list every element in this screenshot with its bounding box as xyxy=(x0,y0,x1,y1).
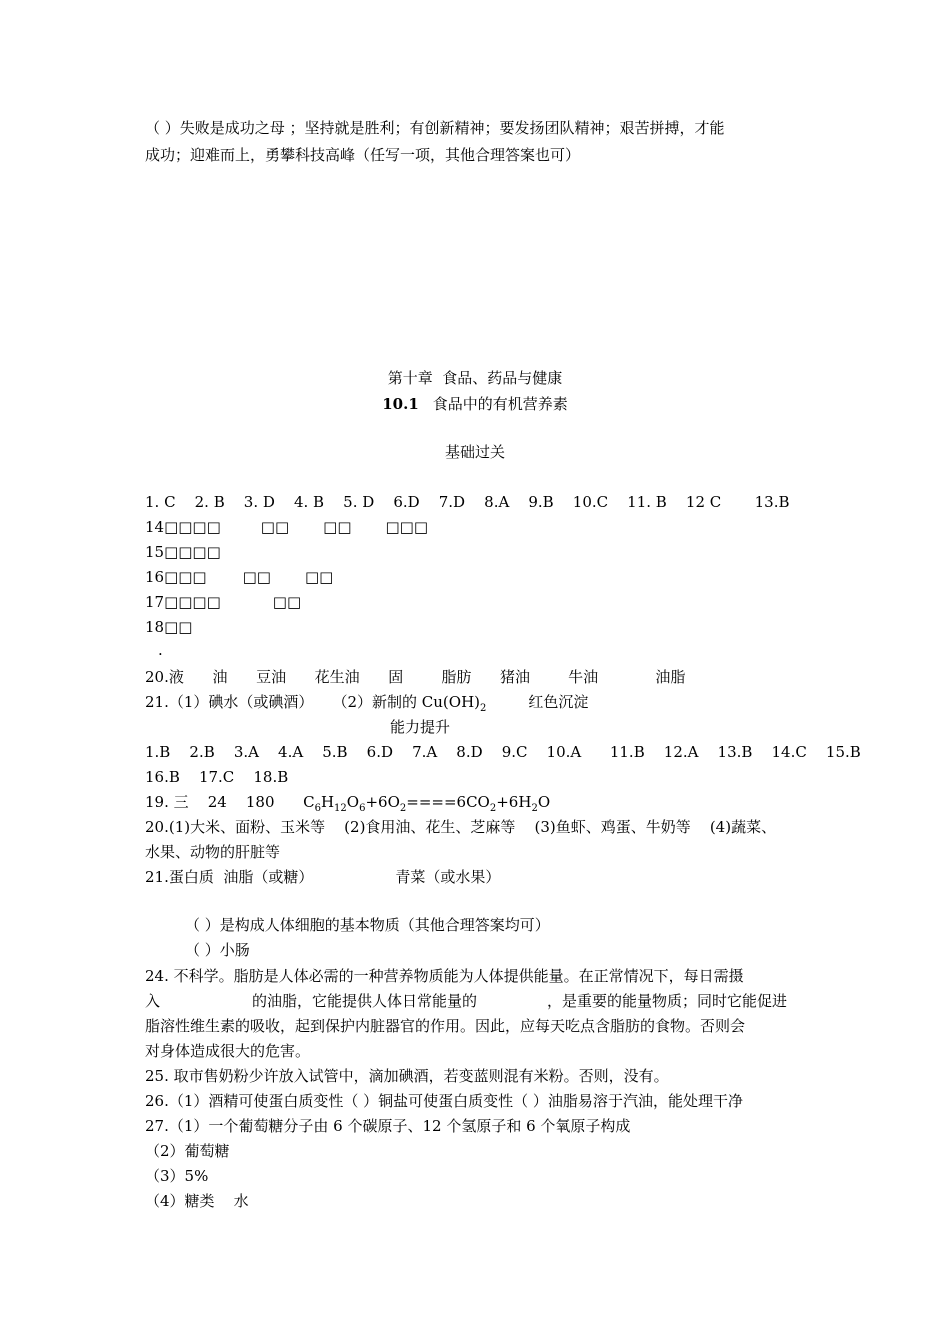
answer-line: 18□□ xyxy=(145,618,193,636)
answer-line: . xyxy=(158,641,163,659)
answer-line: 1. C 2. B 3. D 4. B 5. D 6.D 7.D 8.A 9.B 10.C 11. B 12 C 13.B xyxy=(145,493,790,511)
section-title xyxy=(0,394,950,414)
answer-line: 17□□□□ □□ xyxy=(145,593,302,611)
answer-line: 16.B 17.C 18.B xyxy=(145,768,289,786)
answer-line: 对身体造成很大的危害。 xyxy=(145,1042,311,1060)
chapter-title: 第十章 食品、药品与健康 xyxy=(387,369,563,387)
answer-line: 脂溶性维生素的吸收，起到保护内脏器官的作用。因此，应每天吃点含脂肪的食物。否则会 xyxy=(145,1017,746,1035)
answer-line: （3）5% xyxy=(145,1167,209,1185)
answer-line: 21.（1）碘水（或碘酒） （2）新制的 $Cu(OH)_2$ 红色沉淀 xyxy=(145,693,589,714)
answer-line: 25. 取市售奶粉少许放入试管中，滴加碘酒，若变蓝则混有米粉。否则，没有。 xyxy=(145,1067,669,1085)
answer-line: 1.B 2.B 3.A 4.A 5.B 6.D 7.A 8.D 9.C 10.A 11.B 12.A 13.B 14.C 15.B xyxy=(145,743,861,761)
advanced-heading: 能力提升 xyxy=(390,718,451,736)
section-name: 食品中的有机营养素 xyxy=(432,395,568,413)
answer-line: 16□□□ □□ □□ xyxy=(145,568,334,586)
answer-line: （ ）小肠 xyxy=(185,941,250,959)
answer-line: 15□□□□ xyxy=(145,543,221,561)
answer-line: （ ）是构成人体细胞的基本物质（其他合理答案均可） xyxy=(185,916,550,934)
equation-line: 19. 三 24 180 $C_6H_{12}O_6+6O_2====6CO_2+6H_2O$ xyxy=(145,793,551,814)
answer-line: 26.（1）酒精可使蛋白质变性（ ）铜盐可使蛋白质变性（ ）油脂易溶于汽油，能处理干净 xyxy=(145,1092,743,1110)
basic-heading: 基础过关 xyxy=(444,443,505,461)
answer-line: （4）糖类 水 xyxy=(145,1192,249,1210)
answer-line: 20.(1)大米、面粉、玉米等 (2)食用油、花生、芝麻等 (3)鱼虾、鸡蛋、牛奶等 (4)蔬菜、 xyxy=(145,818,777,836)
answer-line: 入 的油脂，它能提供人体日常能量的 ，是重要的能量物质；同时它能促进 xyxy=(145,992,788,1010)
section-number: 10.1 xyxy=(382,395,419,413)
answer-line: （ ）失败是成功之母 ；坚持就是胜利；有创新精神；要发扬团队精神；艰苦拼搏，才能 xyxy=(145,119,725,137)
answer-line: 21.蛋白质 油脂（或糖） 青菜（或水果） xyxy=(145,868,501,886)
answer-line: 水果、动物的肝脏等 xyxy=(145,843,281,861)
answer-line: 24. 不科学。脂肪是人体必需的一种营养物质能为人体提供能量。在正常情况下，每日需摄 xyxy=(145,967,744,985)
answer-line: （2）葡萄糖 xyxy=(145,1142,230,1160)
answer-line: 14□□□□ □□ □□ □□□ xyxy=(145,518,429,536)
answer-line: 20.液 油 豆油 花生油 固 脂肪 猪油 牛油 油脂 xyxy=(145,668,686,686)
answer-line: 成功；迎难而上，勇攀科技高峰（任写一项，其他合理答案也可） xyxy=(145,146,581,164)
answer-line: 27.（1）一个葡萄糖分子由 6 个碳原子、12 个氢原子和 6 个氧原子构成 xyxy=(145,1117,631,1135)
